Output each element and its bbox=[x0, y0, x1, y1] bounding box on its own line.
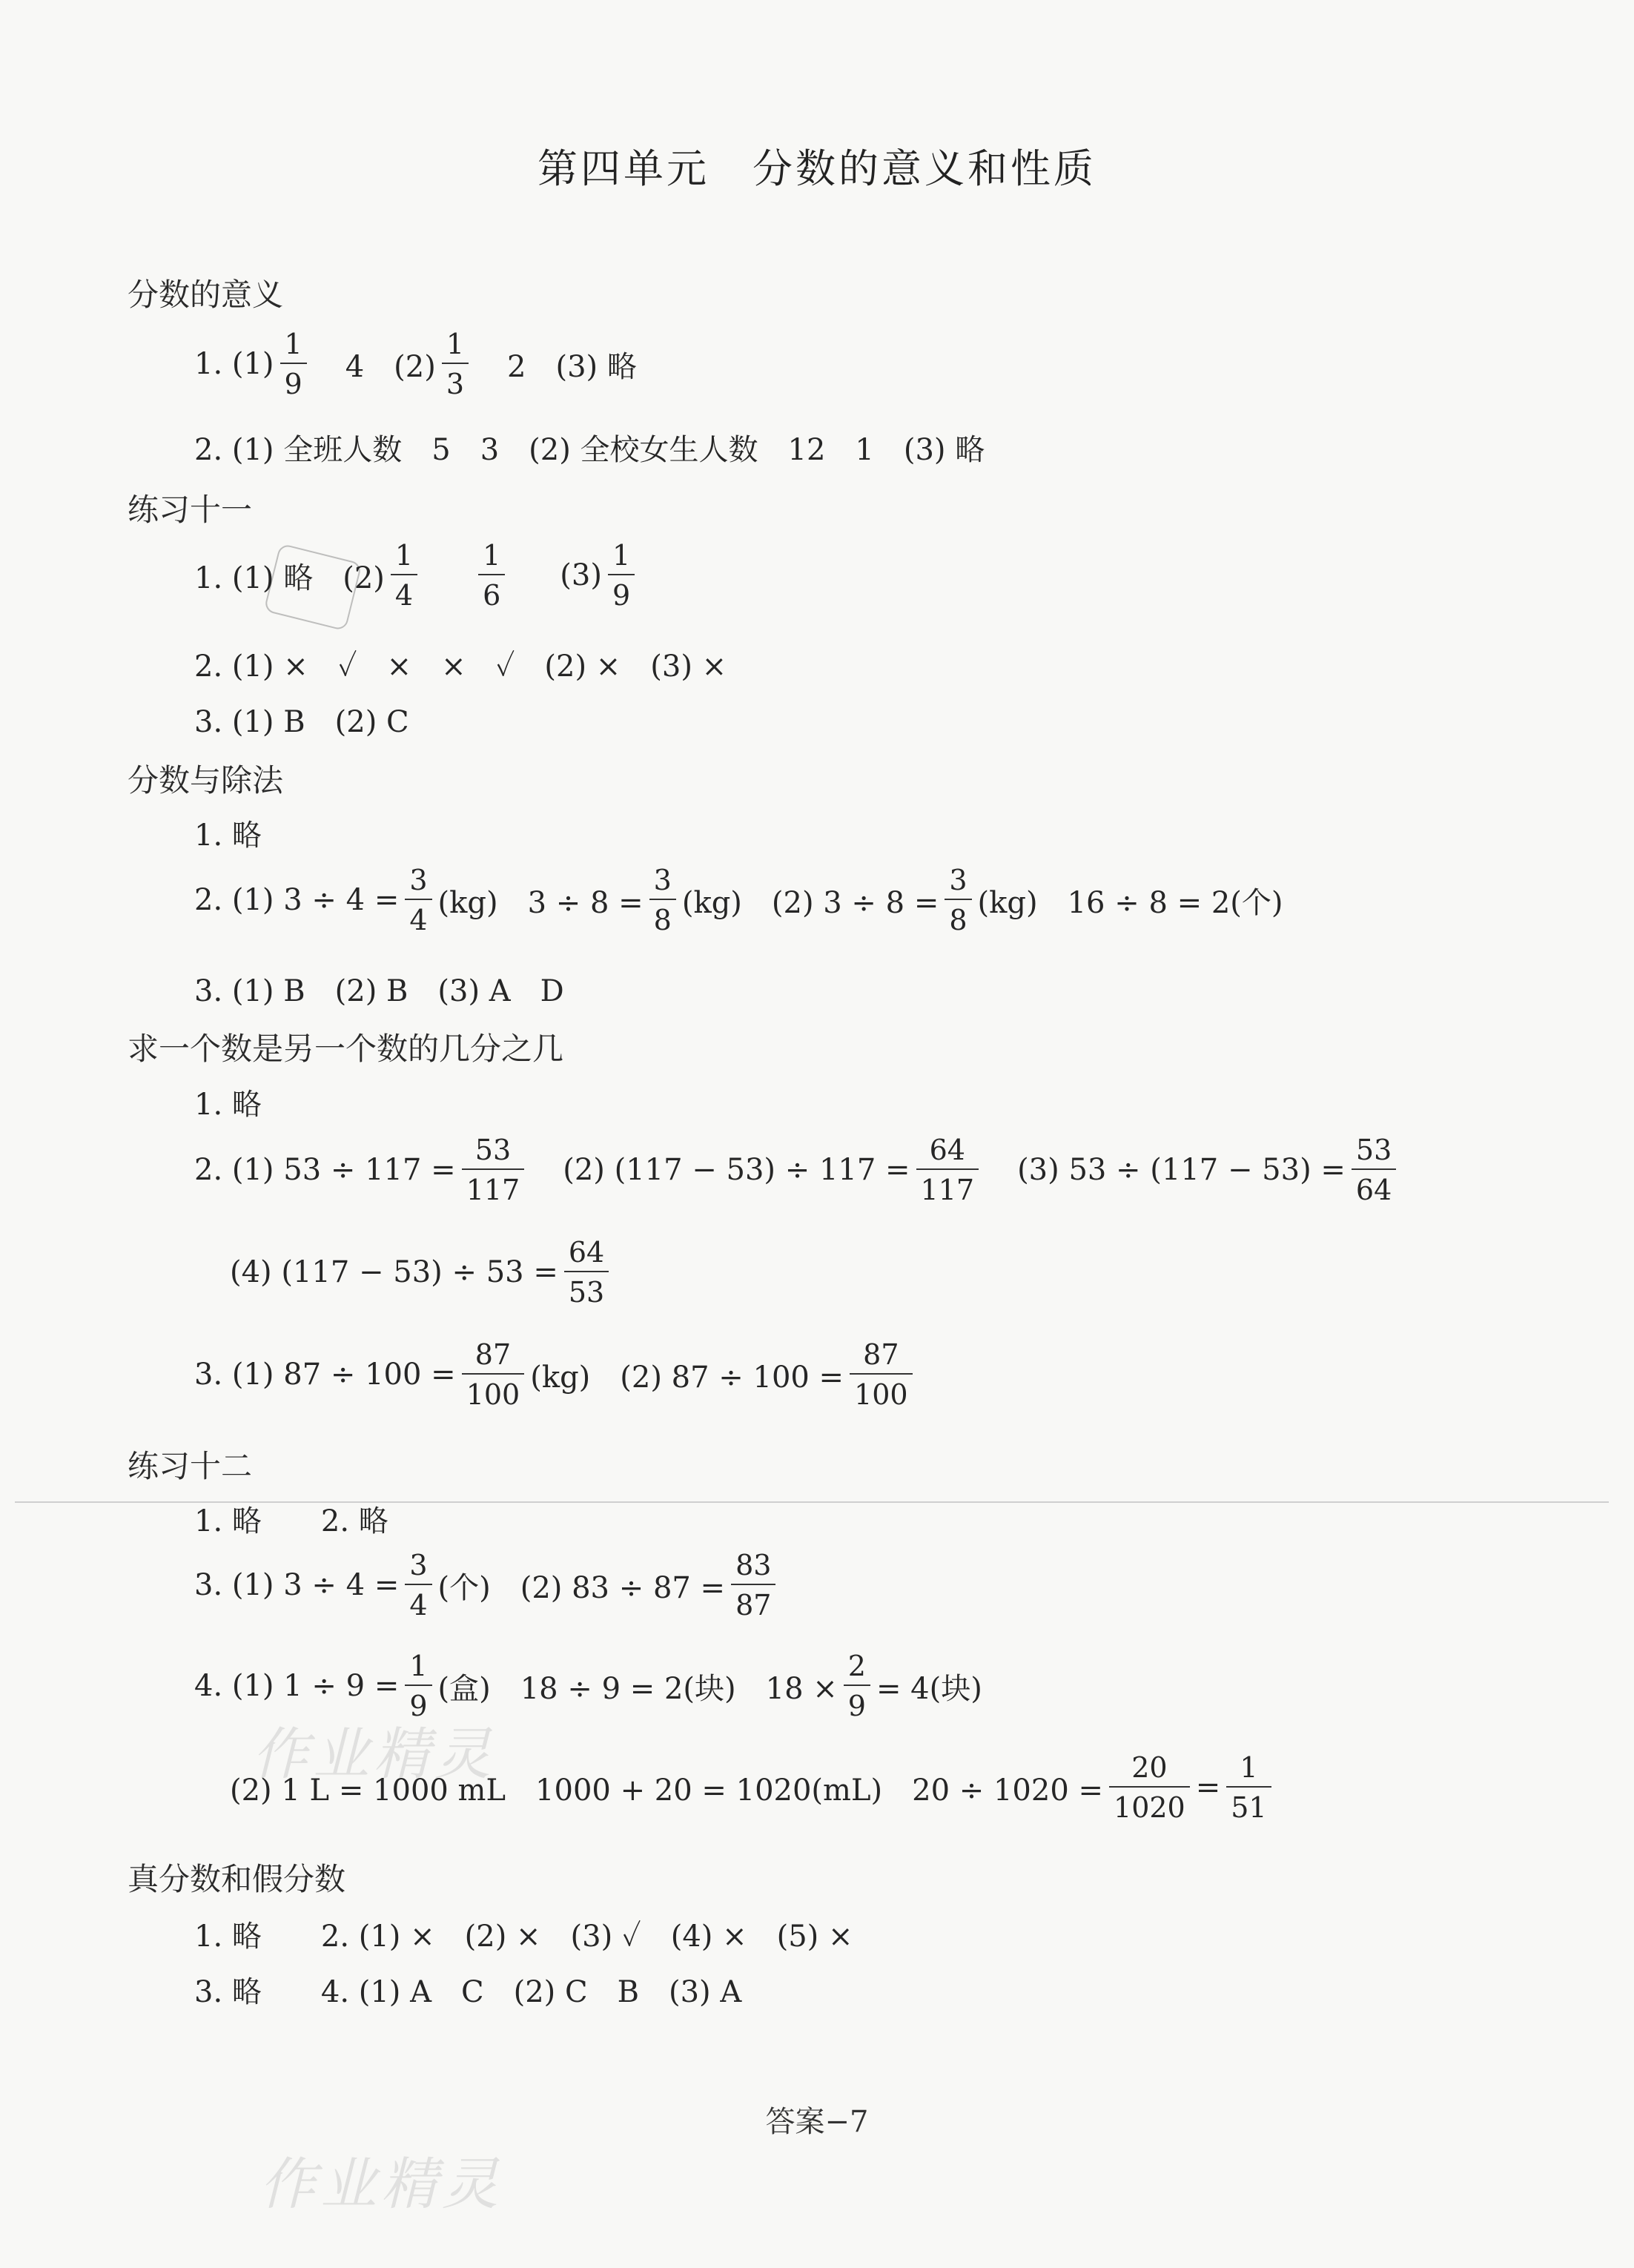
denominator: 51 bbox=[1231, 1791, 1267, 1824]
denominator: 9 bbox=[847, 1690, 866, 1722]
answer-line bbox=[194, 1136, 1402, 1204]
fraction bbox=[731, 1551, 775, 1619]
section-heading-fraction-of-number: 求一个数是另一个数的几分之几 bbox=[128, 1031, 564, 1067]
answer-text: 3. (1) 87 ÷ 100 = bbox=[194, 1358, 456, 1392]
denominator: 117 bbox=[920, 1174, 975, 1206]
numerator: 3 bbox=[409, 1549, 428, 1581]
watermark-text: 作业精灵 bbox=[252, 1721, 495, 1787]
numerator: 64 bbox=[929, 1134, 965, 1166]
fraction bbox=[280, 330, 307, 398]
fraction bbox=[405, 1551, 431, 1619]
fraction bbox=[462, 1136, 525, 1204]
answer-text: = bbox=[1195, 1771, 1221, 1805]
fraction bbox=[608, 539, 635, 612]
answer-line bbox=[194, 812, 262, 854]
answer-line bbox=[194, 426, 985, 469]
answer-line bbox=[194, 866, 1283, 934]
answer-line bbox=[194, 330, 637, 398]
answer-text: = 4(块) bbox=[876, 1671, 982, 1706]
numerator: 3 bbox=[653, 864, 672, 896]
answer-text: (4) (117 − 53) ÷ 53 = bbox=[230, 1255, 558, 1289]
numerator: 3 bbox=[409, 864, 428, 896]
answer-text: (盒) 18 ÷ 9 = 2(块) 18 × bbox=[437, 1671, 838, 1706]
answer-line bbox=[230, 1236, 615, 1309]
fraction bbox=[850, 1340, 913, 1409]
section-heading-fraction-division: 分数与除法 bbox=[128, 762, 284, 799]
answer-text: 2. (1) × ✓ × × ✓ (2) × (3) × bbox=[194, 649, 727, 684]
section-heading-exercise-12: 练习十二 bbox=[128, 1448, 253, 1484]
denominator: 3 bbox=[446, 368, 465, 400]
answer-line bbox=[194, 1551, 781, 1619]
fraction bbox=[462, 1340, 525, 1409]
answer-text: 1. 略 2. 略 bbox=[194, 1504, 388, 1538]
answer-text: 1. 略 bbox=[194, 1088, 262, 1122]
denominator: 8 bbox=[653, 904, 672, 936]
answer-text: 1. 略 bbox=[194, 819, 262, 853]
denominator: 4 bbox=[409, 904, 428, 936]
answer-text: 1. (1) bbox=[194, 347, 274, 381]
answer-line bbox=[194, 1081, 262, 1123]
numerator: 53 bbox=[474, 1134, 512, 1166]
answer-line bbox=[230, 1753, 1277, 1822]
answer-line bbox=[194, 1340, 919, 1409]
denominator: 9 bbox=[612, 579, 631, 612]
answer-line bbox=[194, 1968, 741, 2011]
numerator: 1 bbox=[483, 539, 501, 572]
answer-text: (kg) (2) 87 ÷ 100 = bbox=[530, 1360, 844, 1395]
fraction bbox=[1352, 1136, 1396, 1204]
fraction bbox=[564, 1236, 609, 1309]
page-title: 第四单元 分数的意义和性质 bbox=[538, 145, 1096, 192]
section-heading-proper-improper-fractions: 真分数和假分数 bbox=[128, 1861, 346, 1897]
fraction bbox=[649, 866, 676, 934]
numerator: 87 bbox=[474, 1338, 512, 1371]
denominator: 4 bbox=[394, 579, 414, 612]
answer-line bbox=[194, 1913, 853, 1955]
fraction bbox=[391, 539, 417, 612]
answer-text: (2) 1 L = 1000 mL 1000 + 20 = 1020(mL) 20 ÷ 1020 = bbox=[230, 1773, 1104, 1808]
denominator: 100 bbox=[854, 1378, 908, 1411]
numerator: 87 bbox=[863, 1338, 899, 1371]
numerator: 1 bbox=[284, 328, 302, 360]
fraction bbox=[405, 866, 431, 934]
answer-text: 2. (1) 3 ÷ 4 = bbox=[194, 883, 400, 917]
denominator: 4 bbox=[409, 1589, 428, 1621]
answer-line bbox=[194, 698, 409, 741]
numerator: 1 bbox=[1240, 1751, 1258, 1784]
numerator: 64 bbox=[568, 1236, 605, 1269]
numerator: 53 bbox=[1355, 1134, 1392, 1166]
answer-text: 4. (1) 1 ÷ 9 = bbox=[194, 1669, 400, 1703]
watermark-text: 作业精灵 bbox=[259, 2151, 503, 2217]
answer-text: 2 (3) 略 bbox=[507, 349, 637, 384]
fraction bbox=[844, 1652, 870, 1720]
section-heading-fraction-meaning: 分数的意义 bbox=[128, 277, 284, 313]
answer-text: (kg) 16 ÷ 8 = 2(个) bbox=[977, 885, 1283, 920]
fraction bbox=[916, 1136, 979, 1204]
answer-line bbox=[194, 968, 564, 1010]
numerator: 1 bbox=[612, 539, 631, 572]
answer-text: 3. (1) 3 ÷ 4 = bbox=[194, 1568, 400, 1602]
answer-text: 2. (1) 53 ÷ 117 = bbox=[194, 1153, 456, 1187]
denominator: 9 bbox=[409, 1690, 428, 1722]
answer-text: (2) (117 − 53) ÷ 117 = bbox=[563, 1153, 910, 1187]
denominator: 100 bbox=[466, 1378, 520, 1411]
numerator: 1 bbox=[394, 539, 414, 572]
denominator: 87 bbox=[735, 1589, 772, 1621]
numerator: 83 bbox=[735, 1549, 772, 1581]
answer-text: 1. (1) 略 (2) bbox=[194, 561, 385, 595]
answer-text: (kg) (2) 3 ÷ 8 = bbox=[681, 885, 939, 920]
denominator: 9 bbox=[284, 368, 302, 400]
fraction bbox=[1109, 1753, 1190, 1822]
answer-line bbox=[194, 1498, 388, 1540]
denominator: 53 bbox=[568, 1276, 605, 1309]
fraction bbox=[945, 866, 971, 934]
answer-text: (kg) 3 ÷ 8 = bbox=[437, 885, 644, 920]
answer-text: (3) 53 ÷ (117 − 53) = bbox=[1017, 1153, 1346, 1187]
answer-text: (3) bbox=[560, 558, 602, 592]
section-heading-exercise-11: 练习十一 bbox=[128, 492, 253, 528]
answer-line bbox=[194, 643, 727, 685]
answer-text: 2. (1) 全班人数 5 3 (2) 全校女生人数 12 1 (3) 略 bbox=[194, 433, 985, 467]
numerator: 2 bbox=[847, 1650, 866, 1682]
numerator: 20 bbox=[1131, 1751, 1168, 1784]
numerator: 1 bbox=[409, 1650, 428, 1682]
answer-text: (个) (2) 83 ÷ 87 = bbox=[437, 1570, 726, 1605]
page-number-footer: 答案−7 bbox=[765, 2105, 869, 2139]
denominator: 117 bbox=[466, 1174, 520, 1206]
answer-text: 1. 略 2. (1) × (2) × (3) ✓ (4) × (5) × bbox=[194, 1920, 853, 1954]
fraction bbox=[1226, 1753, 1271, 1822]
answer-text: 3. (1) B (2) B (3) A D bbox=[194, 974, 564, 1008]
fraction bbox=[478, 539, 505, 612]
answer-line bbox=[194, 539, 641, 612]
denominator: 1020 bbox=[1114, 1791, 1185, 1824]
denominator: 6 bbox=[483, 579, 501, 612]
numerator: 1 bbox=[446, 328, 465, 360]
answer-text: 4 (2) bbox=[345, 349, 436, 384]
denominator: 8 bbox=[949, 904, 968, 936]
answer-text: 3. (1) B (2) C bbox=[194, 705, 409, 739]
answer-text: 3. 略 4. (1) A C (2) C B (3) A bbox=[194, 1975, 742, 2009]
fraction bbox=[442, 330, 469, 398]
denominator: 64 bbox=[1355, 1174, 1392, 1206]
numerator: 3 bbox=[949, 864, 968, 896]
